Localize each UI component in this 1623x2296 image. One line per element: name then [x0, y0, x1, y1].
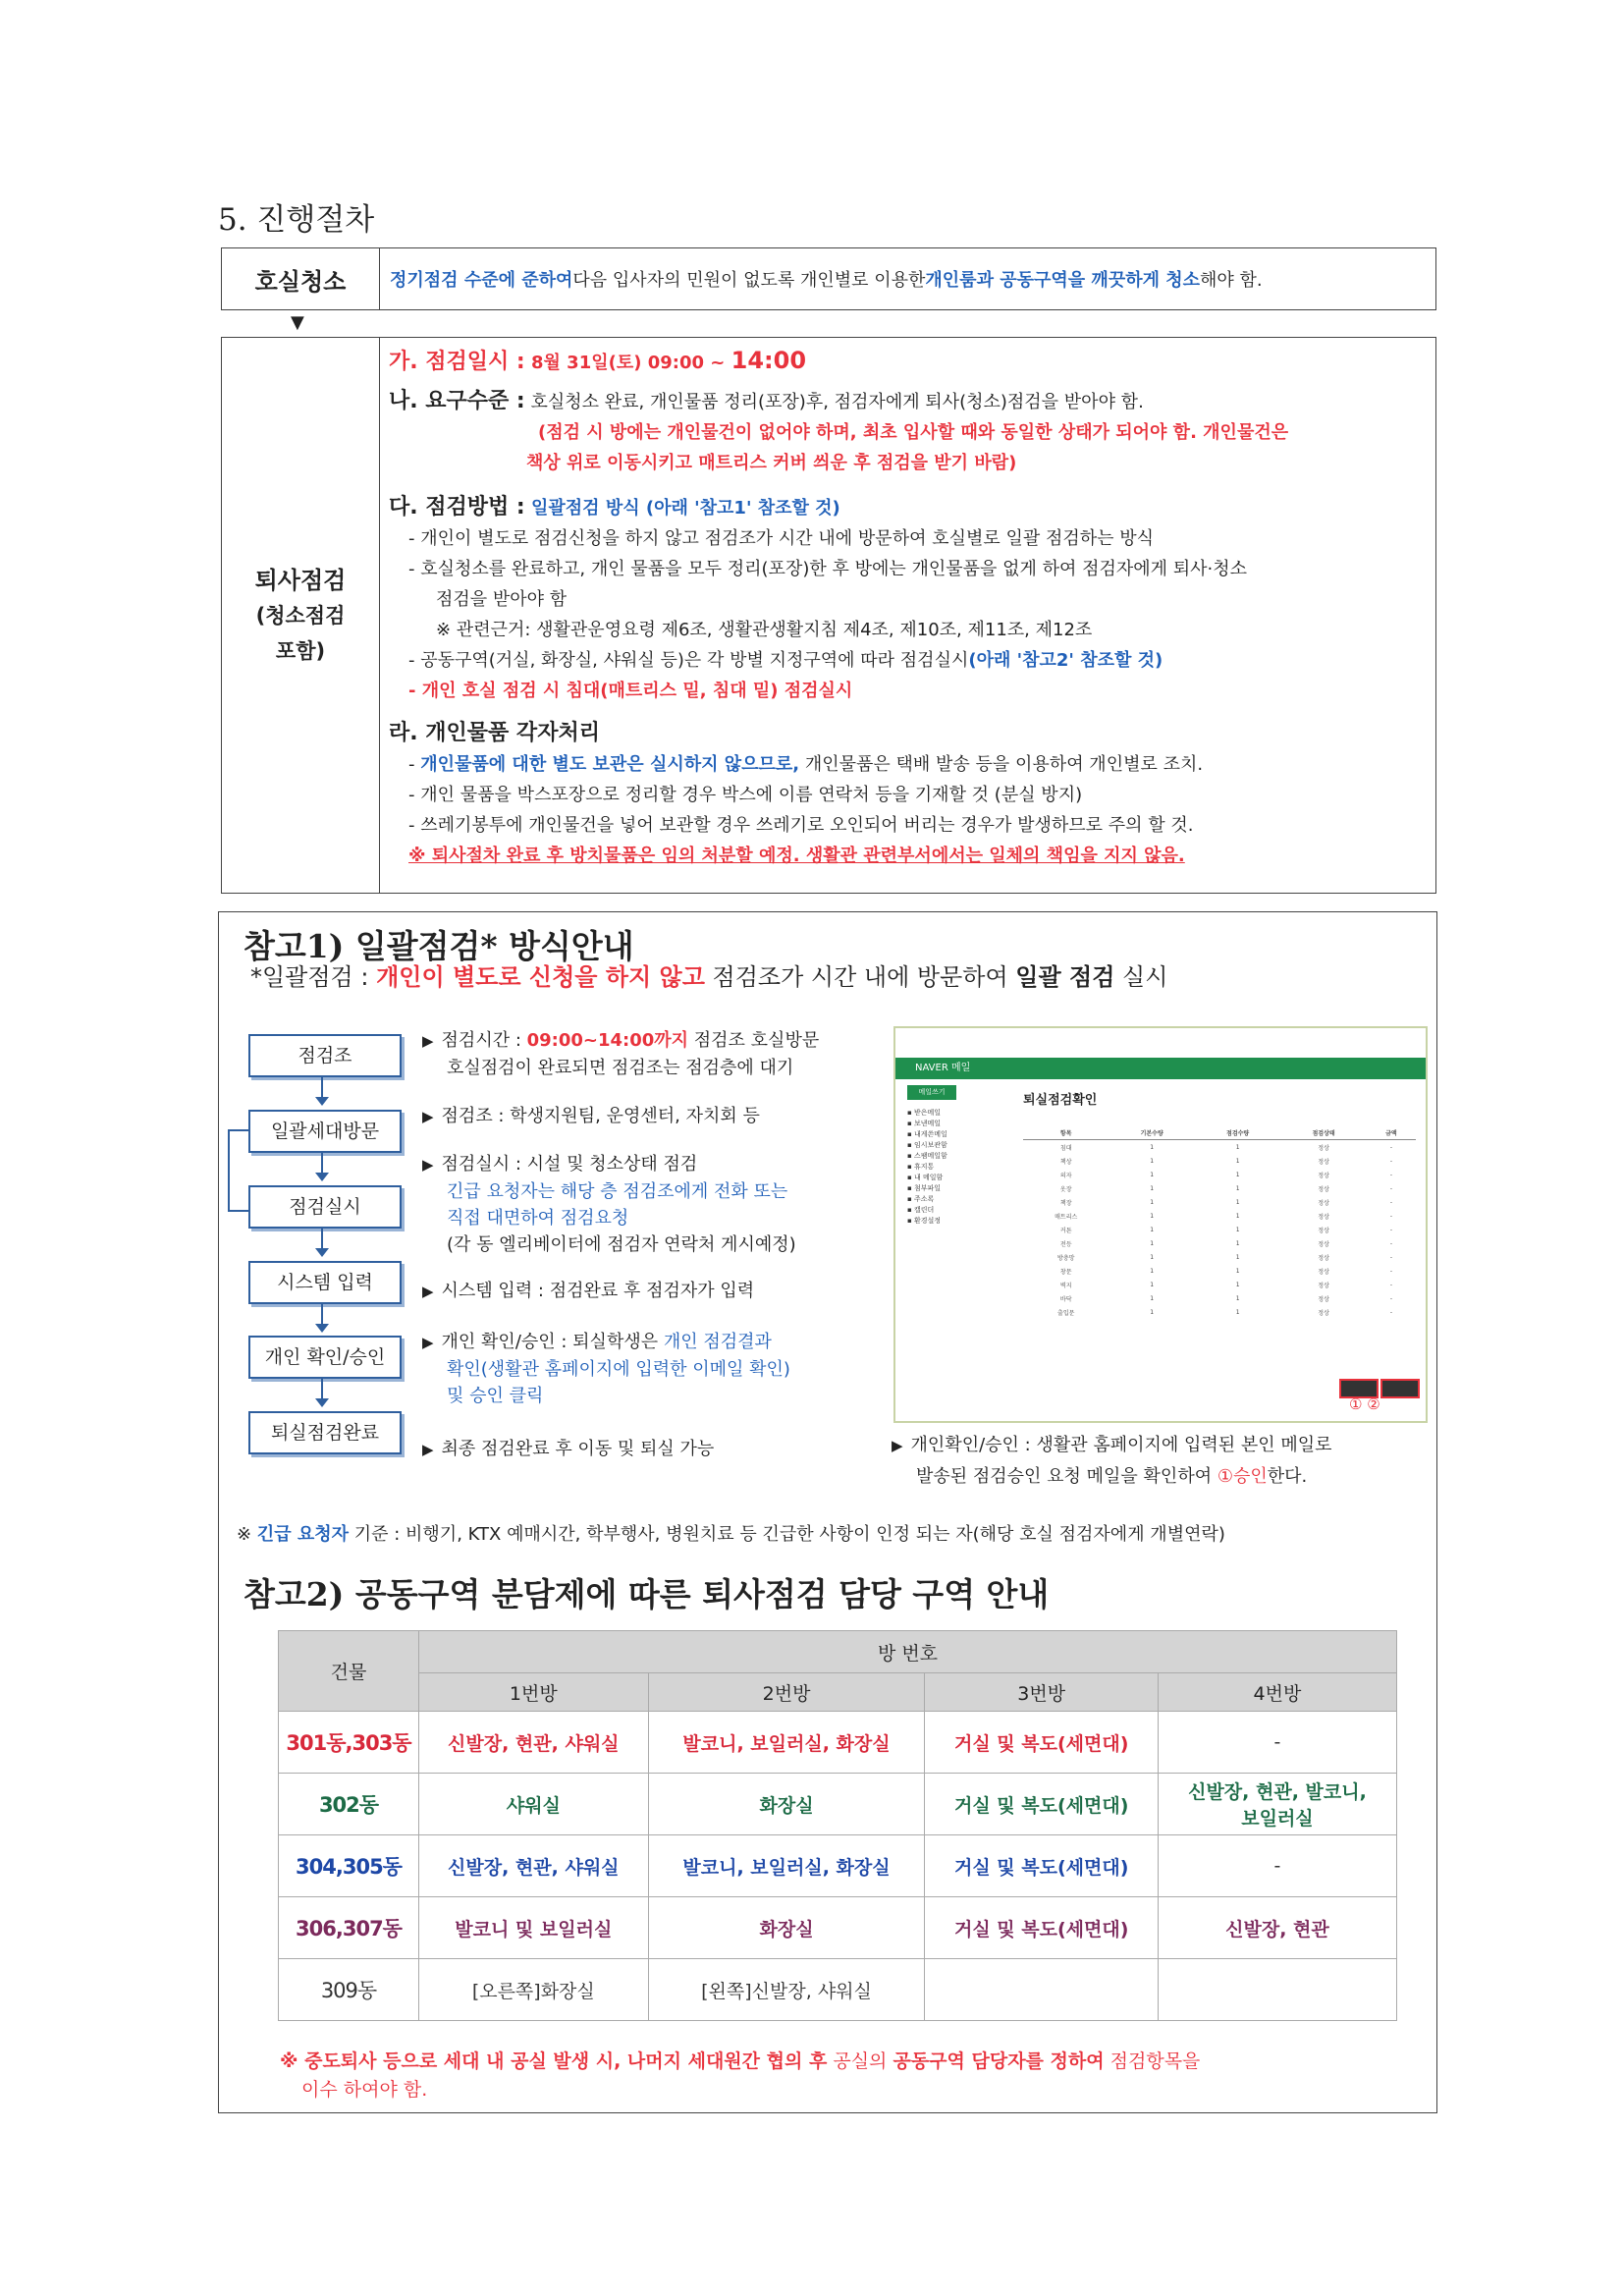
- col-room-number: 방 번호: [419, 1631, 1397, 1673]
- ref1-sub-bold: 일괄 점검: [1015, 963, 1115, 991]
- building-cell: 309동: [279, 1959, 419, 2021]
- zone-cell: 화장실: [648, 1774, 925, 1835]
- zone-cell: [오른쪽]화장실: [419, 1959, 649, 2021]
- room-cleaning-mid: 다음 입사자의 민원이 없도록 개인별로 이용한: [572, 270, 926, 291]
- ra-3: - 쓰레기봉투에 개인물건을 넣어 보관할 경우 쓰레기로 오인되어 버리는 경우가 발생하므로 주의 할 것.: [408, 815, 1194, 836]
- flow-arrow-icon: [315, 1398, 329, 1407]
- zone-cell: 신발장, 현관, 샤워실: [419, 1712, 649, 1774]
- zone-cell: [왼쪽]신발장, 샤워실: [648, 1959, 925, 2021]
- ref1-sub-b: 점검조가 시간 내에 방문하여: [704, 963, 1016, 991]
- note-blue: 긴급 요청자: [256, 1524, 350, 1545]
- d5b1: 개인 점검결과: [663, 1332, 772, 1352]
- col-room-3: 3번방: [925, 1673, 1158, 1712]
- flow-step-6: 퇴실점검완료: [248, 1411, 402, 1454]
- d3c: (각 동 엘리베이터에 점검자 연락처 게시예정): [447, 1234, 796, 1255]
- da-3a: - 공동구역(거실, 화장실, 샤워실 등)은 각 방별 지정구역에 따라 점검실시: [408, 650, 969, 671]
- ra-1a: -: [408, 754, 421, 775]
- zone-cell-line2: 보일러실: [1241, 1808, 1314, 1830]
- flow-step-3: 점검실시: [248, 1185, 402, 1229]
- zone-cell: [1158, 1774, 1396, 1835]
- room-cleaning-text: [380, 248, 1263, 309]
- col-room-1: 1번방: [419, 1673, 649, 1712]
- flow-loop-line: [228, 1129, 249, 1212]
- shot-cap2-red: ①승인: [1217, 1466, 1268, 1487]
- room-cleaning-end: 해야 함.: [1200, 270, 1263, 291]
- shot-title: 퇴실점검확인: [1023, 1093, 1098, 1108]
- d5b3: 및 승인 클릭: [447, 1386, 544, 1406]
- da-3b: (아래 '참고2' 참조할 것): [968, 650, 1163, 671]
- checkout-sub2: 포함): [275, 638, 326, 663]
- ra-title: 라. 개인물품 각자처리: [389, 721, 600, 745]
- shot-marker-nums: ① ②: [1349, 1395, 1380, 1413]
- col-room-2: 2번방: [648, 1673, 925, 1712]
- building-cell: 302동: [279, 1774, 419, 1835]
- ref1-sub-a: *일괄점검 :: [250, 963, 377, 991]
- d3: 점검실시 : 시설 및 청소상태 점검: [441, 1154, 698, 1175]
- da-2c: ※ 관련근거: 생활관운영요령 제6조, 생활관생활지침 제4조, 제10조, 제11조, 제12조: [436, 620, 1093, 640]
- da-4: - 개인 호실 점검 시 침대(매트리스 밑, 침대 밑) 점검실시: [408, 681, 853, 701]
- down-arrow-icon: ▼: [291, 312, 304, 333]
- d4: 시스템 입력 : 점검완료 후 점검자가 입력: [441, 1281, 755, 1301]
- ga-title: 가. 점검일시 :: [389, 350, 525, 374]
- ref1-title: 참고1) 일괄점검* 방식안내: [243, 927, 634, 965]
- d3b2: 직접 대면하여 점검요청: [447, 1208, 629, 1229]
- da-blue: 일괄점검 방식 (아래 '참고1' 참조할 것): [524, 498, 840, 519]
- mail-header-bar: NAVER 메일: [895, 1058, 1426, 1079]
- ref1-sub-c: 실시: [1114, 963, 1168, 991]
- da-title: 다. 점검방법 :: [389, 495, 525, 519]
- ga-time: 14:00: [730, 347, 807, 374]
- ref1-subtitle: [250, 957, 1167, 992]
- da-1: - 개인이 별도로 점검신청을 하지 않고 점검조가 시간 내에 방문하여 호실별로 일괄 점검하는 방식: [408, 528, 1155, 549]
- ref2-title: 참고2) 공동구역 분담제에 따른 퇴사점검 담당 구역 안내: [243, 1575, 1050, 1613]
- col-building: 건물: [279, 1631, 419, 1712]
- na-red1: (점검 시 방에는 개인물건이 없어야 하며, 최초 입사할 때와 동일한 상태가 되어야 함. 개인물건은: [538, 422, 1289, 443]
- d1a: 점검시간 :: [441, 1030, 527, 1051]
- zone-table: [278, 1630, 1397, 2021]
- zone-cell: -: [1158, 1835, 1396, 1897]
- ra-2: - 개인 물품을 박스포장으로 정리할 경우 박스에 이름 연락처 등을 기재할 것 (분실 방지): [408, 785, 1083, 805]
- screenshot-caption: ▶ 개인확인/승인 : 생활관 홈페이지에 입력된 본인 메일로 발송된 점검승인 요청 메일을 확인하여 ①승인한다.: [892, 1435, 1332, 1487]
- shot-cap2a: 발송된 점검승인 요청 메일을 확인하여: [916, 1466, 1217, 1487]
- col-room-4: 4번방: [1158, 1673, 1396, 1712]
- ra-1c: 개인물품은 택배 발송 등을 이용하여 개인별로 조치.: [799, 754, 1204, 775]
- d1-red: 09:00~14:00까지: [526, 1030, 689, 1051]
- mail-sidebar: 메일쓰기 ▪ 받은메일 ▪ 보낸메일 ▪ 내게쓴메일 ▪ 임시보관함 ▪ 스팸메일함 ▪ 휴지통 ▪ 내 메일함 ▪ 첨부파일 ▪ 주소록 ▪ 캘린더 ▪ 환경설정: [907, 1085, 1015, 1227]
- flow-desc-1: ▶ 점검시간 : 09:00~14:00까지 점검조 호실방문 호실점검이 완료되면 점검조는 점검층에 대기: [422, 1027, 819, 1081]
- urgent-note: [237, 1520, 1225, 1546]
- mail-content: [1023, 1089, 1416, 1319]
- table-row: [279, 1712, 1397, 1774]
- flow-connector: [321, 1304, 323, 1324]
- table-row: [279, 1897, 1397, 1959]
- flow-desc-6: ▶ 최종 점검완료 후 이동 및 퇴실 가능: [422, 1439, 715, 1459]
- table-row: [279, 1774, 1397, 1835]
- ref2-footnote: [280, 2048, 1200, 2105]
- zone-cell: 화장실: [648, 1897, 925, 1959]
- zone-cell: 거실 및 복도(세면대): [925, 1897, 1158, 1959]
- flow-step-4: 시스템 입력: [248, 1261, 402, 1304]
- flow-desc-2: ▶ 점검조 : 학생지원팀, 운영센터, 자치회 등: [422, 1106, 760, 1126]
- note-b: 기준 : 비행기, KTX 예매시간, 학부행사, 병원치료 등 긴급한 사항이 인정 되는 자(해당 호실 점검자에게 개별연락): [349, 1524, 1225, 1545]
- shot-cap2b: 한다.: [1267, 1466, 1308, 1487]
- checkout-label: 퇴사점검: [254, 566, 347, 594]
- zone-cell: 거실 및 복도(세면대): [925, 1712, 1158, 1774]
- zone-cell: -: [1158, 1712, 1396, 1774]
- zone-cell: [925, 1959, 1158, 2021]
- checkout-row: [221, 337, 1436, 894]
- table-row: [279, 1959, 1397, 2021]
- room-cleaning-blue2: 개인룸과 공동구역을 깨끗하게 청소: [925, 270, 1201, 291]
- flow-connector: [321, 1379, 323, 1398]
- zone-cell: 발코니, 보일러실, 화장실: [648, 1835, 925, 1897]
- ra-1b: 개인물품에 대한 별도 보관은 실시하지 않으므로,: [420, 754, 800, 775]
- flow-arrow-icon: [315, 1248, 329, 1257]
- room-cleaning-row: [221, 247, 1436, 310]
- email-screenshot: [893, 1026, 1428, 1423]
- ref1-sub-red: 개인이 별도로 신청을 하지 않고: [376, 963, 705, 991]
- zone-cell: 거실 및 복도(세면대): [925, 1835, 1158, 1897]
- na-red2: 책상 위로 이동시키고 매트리스 커버 씌운 후 점검을 받기 바람): [526, 453, 1017, 473]
- ra-4: ※ 퇴사절차 완료 후 방치물품은 임의 처분할 예정. 생활관 관련부서에서는 일체의 책임을 지지 않음.: [408, 846, 1185, 866]
- reject-button[interactable]: [1380, 1379, 1420, 1398]
- building-cell: 304,305동: [279, 1835, 419, 1897]
- flow-connector: [321, 1229, 323, 1248]
- da-2b: 점검을 받아야 함: [436, 589, 568, 610]
- na-title: 나. 요구수준 :: [389, 389, 525, 413]
- d6: 최종 점검완료 후 이동 및 퇴실 가능: [441, 1439, 715, 1459]
- checkout-sub1: (청소점검: [255, 603, 346, 628]
- zone-cell: 발코니, 보일러실, 화장실: [648, 1712, 925, 1774]
- room-cleaning-blue1: 정기점검 수준에 준하여: [390, 270, 573, 291]
- flow-desc-3: ▶ 점검실시 : 시설 및 청소상태 점검 긴급 요청자는 해당 층 점검조에게 전화 또는 직접 대면하여 점검요청 (각 동 엘리베이터에 점검자 연락처 게시예정): [422, 1151, 796, 1258]
- zone-cell: [1158, 1959, 1396, 2021]
- flow-step-2: 일괄세대방문: [248, 1110, 402, 1153]
- d5a: 개인 확인/승인 : 퇴실학생은: [441, 1332, 664, 1352]
- foot-b: 공실의: [827, 2050, 893, 2072]
- zone-cell: 샤워실: [419, 1774, 649, 1835]
- flow-desc-4: ▶ 시스템 입력 : 점검완료 후 점검자가 입력: [422, 1281, 755, 1301]
- room-cleaning-label: 호실청소: [222, 248, 380, 309]
- na-text: 호실청소 완료, 개인물품 정리(포장)후, 점검자에게 퇴사(청소)점검을 받아야 함.: [524, 392, 1144, 412]
- zone-cell: 거실 및 복도(세면대): [925, 1774, 1158, 1835]
- d3b1: 긴급 요청자는 해당 층 점검조에게 전화 또는: [447, 1181, 788, 1202]
- ga-date: 8월 31일(토) 09:00 ~: [524, 353, 731, 373]
- foot-d: 점검항목을: [1104, 2050, 1201, 2072]
- shot-cap1: 개인확인/승인 : 생활관 홈페이지에 입력된 본인 메일로: [910, 1435, 1332, 1455]
- note-a: ※: [237, 1524, 257, 1545]
- flow-step-5: 개인 확인/승인: [248, 1336, 402, 1379]
- foot-a: ※ 중도퇴사 등으로 세대 내 공실 발생 시, 나머지 세대원간 협의 후: [280, 2050, 828, 2072]
- da-2a: - 호실청소를 완료하고, 개인 물품을 모두 정리(포장)한 후 방에는 개인물품을 없게 하여 점검자에게 퇴사·청소: [408, 559, 1248, 579]
- flow-arrow-icon: [315, 1324, 329, 1333]
- d2: 점검조 : 학생지원팀, 운영센터, 자치회 등: [441, 1106, 760, 1126]
- zone-cell: 신발장, 현관: [1158, 1897, 1396, 1959]
- table-row: [279, 1835, 1397, 1897]
- zone-cell: 신발장, 현관, 샤워실: [419, 1835, 649, 1897]
- foot-e: 이수 하여야 함.: [301, 2079, 428, 2101]
- d5b2: 확인(생활관 홈페이지에 입력한 이메일 확인): [447, 1359, 790, 1380]
- flow-desc-5: ▶ 개인 확인/승인 : 퇴실학생은 개인 점검결과 확인(생활관 홈페이지에 입력한 이메일 확인) 및 승인 클릭: [422, 1329, 790, 1409]
- mail-table: 항목 기본수량 점검수량 점검상태 금액 침대 1 1 정상 - 책상 1 1 정상 - 의자 1 1 정상 - 옷장 1 1 정상 - 책장 1 1 정상 - 매트리스 1 1 정상 - 커튼 1 1 정상 - 전등 1 1 정상 - 방충망 1 1 정상 - 창문 1 1 정상 - 벽지 1 1 정상 - 바닥 1 1 정상 - 출입문 1 1 정상 -: [1023, 1125, 1416, 1319]
- zone-cell: 발코니 및 보일러실: [419, 1897, 649, 1959]
- zone-cell-line1: 신발장, 현관, 발코니,: [1188, 1781, 1367, 1803]
- d1c: 호실점검이 완료되면 점검조는 점검층에 대기: [447, 1058, 794, 1078]
- building-cell: 306,307동: [279, 1897, 419, 1959]
- checkout-content: [222, 338, 1430, 871]
- d1b: 점검조 호실방문: [688, 1030, 820, 1051]
- flow-connector: [321, 1153, 323, 1173]
- building-cell: 301동,303동: [279, 1712, 419, 1774]
- section-title: 5. 진행절차: [218, 202, 375, 238]
- flow-step-1: 점검조: [248, 1034, 402, 1077]
- flow-connector: [321, 1077, 323, 1097]
- flow-arrow-icon: [315, 1097, 329, 1106]
- flow-arrow-icon: [315, 1173, 329, 1181]
- foot-c: 공동구역 담당자를 정하여: [893, 2050, 1105, 2072]
